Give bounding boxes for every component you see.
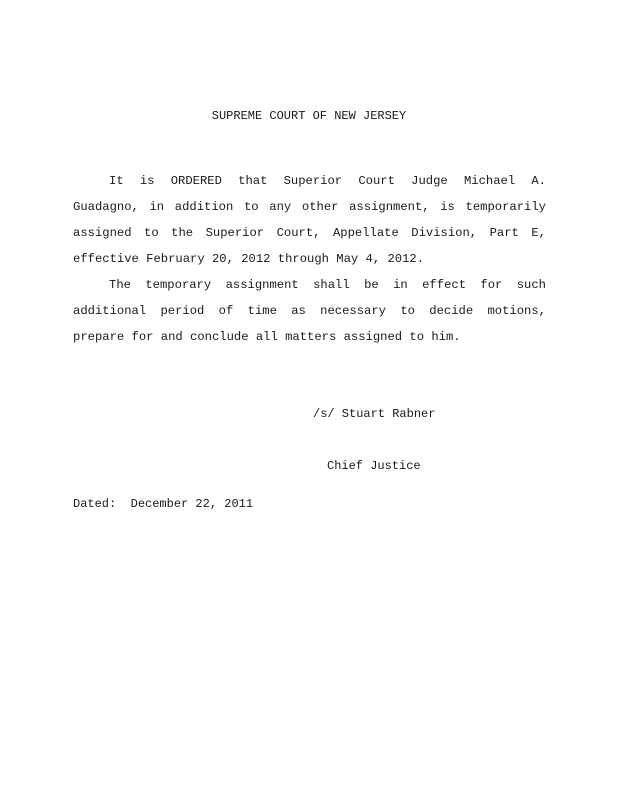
signature-line: /s/ Stuart Rabner [313, 407, 436, 421]
dated-value: December 22, 2011 [130, 497, 254, 511]
order-paragraph-2: The temporary assignment shall be in effect for such additional period of time as necessary to decide motions, prepare for and conclude all matters assigned to him. [73, 278, 546, 344]
court-heading: SUPREME COURT OF NEW JERSEY [211, 109, 407, 123]
dated-label: Dated: [73, 497, 117, 511]
signer-title: Chief Justice [327, 459, 421, 473]
order-paragraph-1: It is ORDERED that Superior Court Judge Michael A. Guadagno, in addition to any other assignment, is temporarily assigned to the Superior Court, Appellate Division, Part E, effective February 20, 2012 through May 4, 2012. [73, 174, 546, 266]
order-body [73, 168, 546, 350]
dated-line [73, 497, 253, 511]
